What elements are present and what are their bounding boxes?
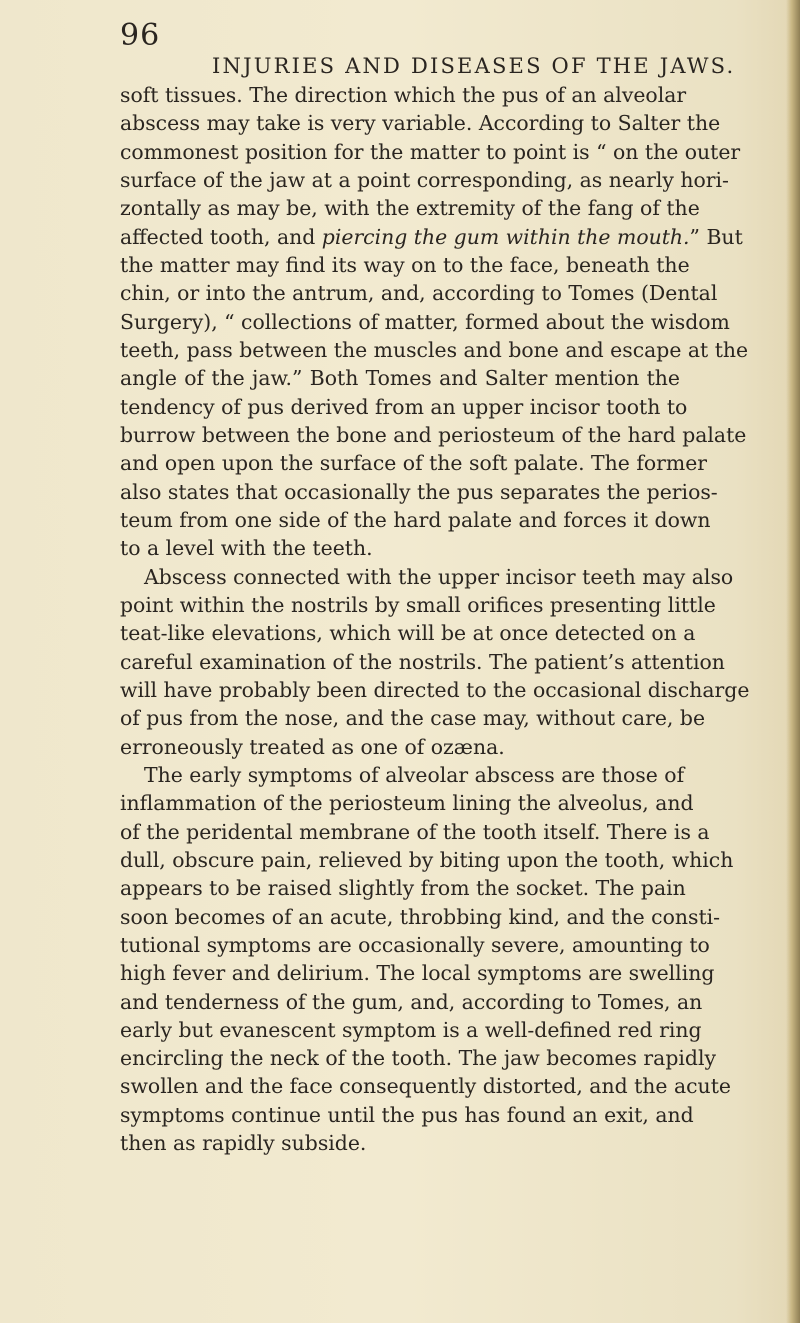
text-line: then as rapidly subside.: [120, 1131, 367, 1156]
text-line: will have probably been directed to the occasional discharge: [120, 677, 750, 702]
text-line: teat-like elevations, which will be at once detected on a: [120, 621, 696, 646]
text-line: burrow between the bone and periosteum of the hard palate: [120, 422, 747, 447]
text-line: zontally as may be, with the extremity of the fang of the: [120, 196, 700, 221]
text-line: swollen and the face consequently distorted, and the acute: [120, 1074, 731, 1099]
text-line: surface of the jaw at a point corresponding, as nearly hori-: [120, 167, 729, 192]
text-line: angle of the jaw.” Both Tomes and Salter mention the: [120, 366, 680, 391]
text-line: [120, 223, 743, 251]
text-line: erroneously treated as one of ozæna.: [120, 734, 505, 759]
page-edge-shadow: [786, 0, 800, 1323]
text-line: Abscess connected with the upper incisor teeth may also: [144, 564, 734, 589]
text-line: tutional symptoms are occasionally severe, amounting to: [120, 932, 710, 957]
text-line: of the peridental membrane of the tooth itself. There is a: [120, 819, 710, 844]
body-text: [120, 81, 750, 1157]
text-line: The early symptoms of alveolar abscess are those of: [144, 762, 685, 787]
text-line: Surgery), “ collections of matter, formed about the wisdom: [120, 309, 730, 334]
text-line: early but evanescent symptom is a well-defined red ring: [120, 1017, 702, 1042]
text-line: inflammation of the periosteum lining the alveolus, and: [120, 791, 694, 816]
running-head: INJURIES AND DISEASES OF THE JAWS.: [212, 54, 736, 78]
page-header: [120, 18, 736, 78]
text-line: careful examination of the nostrils. The patient’s attention: [120, 649, 725, 674]
text-line: high fever and delirium. The local symptoms are swelling: [120, 961, 715, 986]
text-line: soon becomes of an acute, throbbing kind, and the consti-: [120, 904, 721, 929]
italic-quote: piercing the gum within the mouth.: [321, 224, 690, 249]
text-line: dull, obscure pain, relieved by biting upon the tooth, which: [120, 847, 734, 872]
text-line: of pus from the nose, and the case may, without care, be: [120, 706, 706, 731]
text-line: and open upon the surface of the soft palate. The former: [120, 451, 708, 476]
text-line: tendency of pus derived from an upper incisor tooth to: [120, 394, 688, 419]
text-line: to a level with the teeth.: [120, 536, 373, 561]
text-line: the matter may find its way on to the face, beneath the: [120, 252, 690, 277]
page-number: 96: [120, 18, 161, 53]
text-line: teum from one side of the hard palate and forces it down: [120, 507, 711, 532]
text-line: soft tissues. The direction which the pus of an alveolar: [120, 83, 687, 107]
text-segment: ” But: [689, 224, 743, 249]
text-line: also states that occasionally the pus separates the perios-: [120, 479, 718, 504]
text-line: encircling the neck of the tooth. The jaw becomes rapidly: [120, 1046, 716, 1071]
text-line: commonest position for the matter to point is “ on the outer: [120, 139, 741, 164]
text-segment: affected tooth, and: [120, 224, 322, 249]
text-line: symptoms continue until the pus has found an exit, and: [120, 1102, 694, 1127]
text-line: abscess may take is very variable. According to Salter the: [120, 111, 721, 136]
text-line: point within the nostrils by small orifices presenting little: [120, 592, 716, 617]
text-line: teeth, pass between the muscles and bone and escape at the: [120, 337, 749, 362]
text-line: chin, or into the antrum, and, according to Tomes (Dental: [120, 281, 718, 306]
text-line: appears to be raised slightly from the socket. The pain: [120, 876, 686, 901]
text-line: and tenderness of the gum, and, according to Tomes, an: [120, 989, 703, 1014]
